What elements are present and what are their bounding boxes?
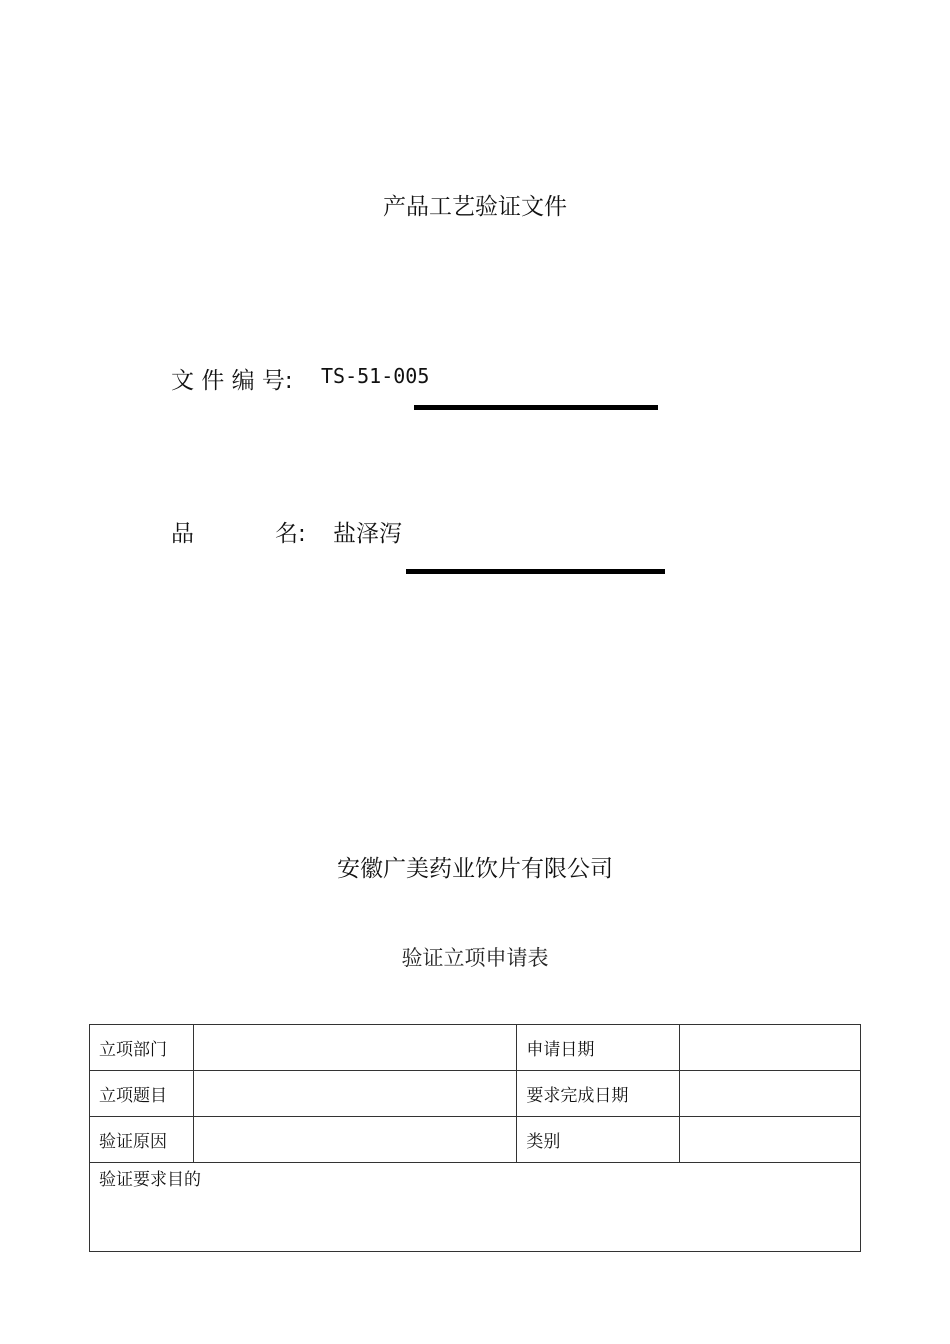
validation-purpose-cell[interactable]	[90, 1163, 861, 1252]
form-title: 验证立项申请表	[401, 946, 549, 970]
table-row	[90, 1163, 861, 1252]
table-row	[90, 1071, 861, 1117]
category-label: 类别	[517, 1117, 680, 1163]
product-name-underline	[406, 569, 665, 574]
validation-reason-value[interactable]	[193, 1117, 517, 1163]
due-date-value[interactable]	[680, 1071, 861, 1117]
validation-purpose-label: 验证要求目的	[99, 1170, 201, 1190]
department-value[interactable]	[193, 1025, 517, 1071]
doc-number-underline	[414, 405, 658, 410]
department-label: 立项部门	[90, 1025, 194, 1071]
product-name-value: 盐泽泻	[333, 521, 402, 547]
project-title-label: 立项题目	[90, 1071, 194, 1117]
product-name-label-char2: 名:	[275, 521, 306, 547]
project-title-value[interactable]	[193, 1071, 517, 1117]
document-title: 产品工艺验证文件	[383, 194, 567, 220]
application-date-value[interactable]	[680, 1025, 861, 1071]
table-row	[90, 1117, 861, 1163]
doc-number-value: TS-51-005	[321, 364, 430, 388]
company-name: 安徽广美药业饮片有限公司	[337, 856, 613, 882]
due-date-label: 要求完成日期	[517, 1071, 680, 1117]
application-date-label: 申请日期	[517, 1025, 680, 1071]
product-name-label-char1: 品	[171, 521, 194, 547]
doc-number-label: 文 件 编 号:	[171, 368, 293, 394]
table-row	[90, 1025, 861, 1071]
validation-reason-label: 验证原因	[90, 1117, 194, 1163]
application-form-table	[89, 1024, 861, 1252]
category-value[interactable]	[680, 1117, 861, 1163]
